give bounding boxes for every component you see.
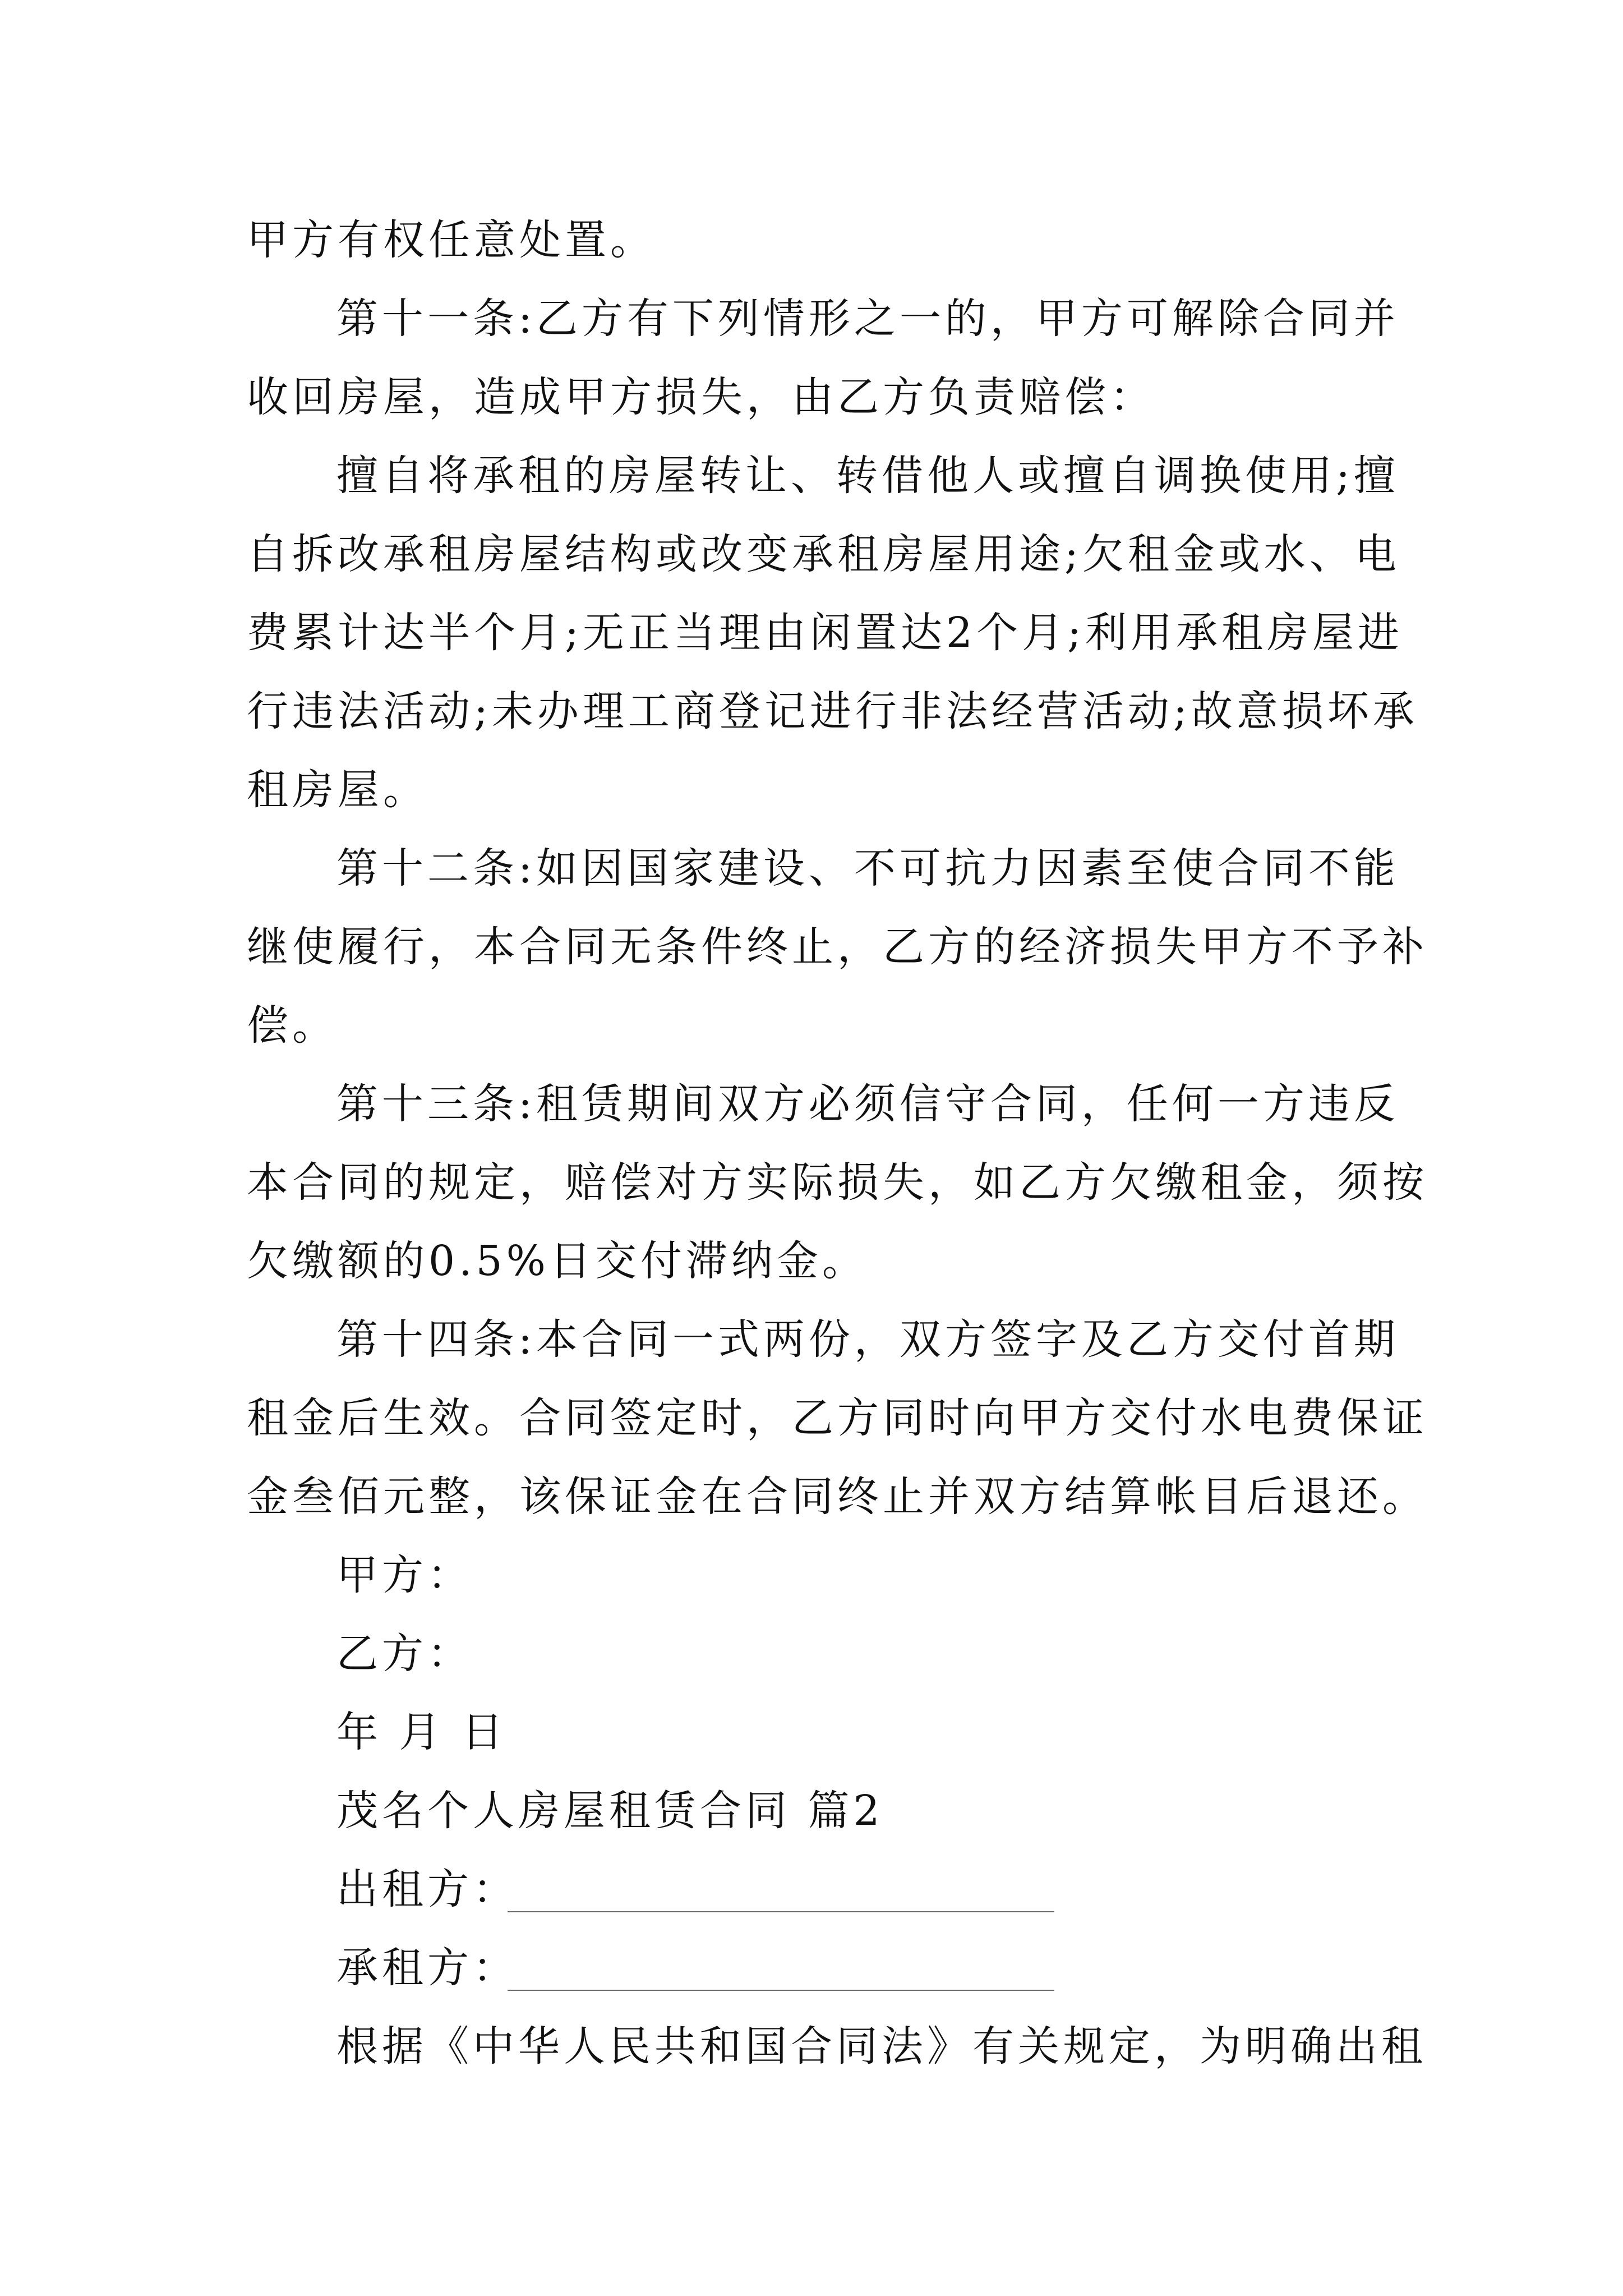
date-line: 年 月 日 (336, 1708, 508, 1756)
lessee-blank-line (508, 1990, 1054, 1991)
article-13-heading-line: 第十三条:租赁期间双方必须信守合同，任何一方违反 (336, 1080, 1399, 1128)
contract-title-line: 茂名个人房屋租赁合同 篇2 (336, 1787, 884, 1835)
text-line: 收回房屋，造成甲方损失，由乙方负责赔偿： (247, 373, 1155, 421)
text-line: 根据《中华人民共和国合同法》有关规定，为明确出租 (336, 2022, 1427, 2070)
text-line: 继使履行，本合同无条件终止，乙方的经济损失甲方不予补 (247, 923, 1428, 971)
text-line: 自拆改承租房屋结构或改变承租房屋用途;欠租金或水、电 (247, 530, 1400, 578)
text-line: 金叁佰元整，该保证金在合同终止并双方结算帐目后退还。 (247, 1473, 1428, 1521)
text-line: 欠缴额的0.5%日交付滞纳金。 (247, 1237, 868, 1285)
text-line: 甲方有权任意处置。 (247, 216, 656, 264)
text-line: 偿。 (247, 1001, 338, 1050)
text-line: 本合同的规定，赔偿对方实际损失，如乙方欠缴租金，须按 (247, 1158, 1428, 1207)
text-line: 行违法活动;未办理工商登记进行非法经营活动;故意损坏承 (247, 687, 1418, 735)
article-12-heading-line: 第十二条:如因国家建设、不可抗力因素至使合同不能 (336, 844, 1399, 892)
text-line: 费累计达半个月;无正当理由闲置达2个月;利用承租房屋进 (247, 609, 1403, 657)
lessee-label: 承租方： (336, 1944, 518, 1992)
lessor-label: 出租方： (336, 1865, 518, 1913)
text-line: 擅自将承租的房屋转让、转借他人或擅自调换使用;擅 (336, 452, 1399, 500)
article-14-heading-line: 第十四条:本合同一式两份，双方签字及乙方交付首期 (336, 1315, 1399, 1364)
party-b-signature-line: 乙方： (336, 1630, 473, 1678)
lessor-blank-line (508, 1911, 1054, 1912)
text-line: 租房屋。 (247, 766, 428, 814)
text-line: 租金后生效。合同签定时，乙方同时向甲方交付水电费保证 (247, 1394, 1428, 1442)
article-11-heading-line: 第十一条:乙方有下列情形之一的，甲方可解除合同并 (336, 295, 1399, 343)
party-a-signature-line: 甲方： (336, 1551, 473, 1599)
